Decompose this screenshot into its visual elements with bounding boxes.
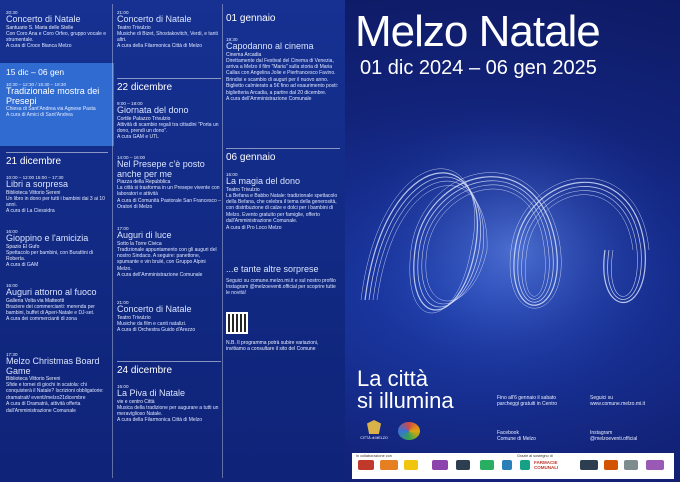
- event-desc: Musica della tradizione per augurare a tutti un meraviglioso Natale.: [117, 404, 219, 417]
- sponsor-logo: [358, 460, 374, 470]
- cover-tagline: [357, 368, 454, 412]
- sponsor-logo: [432, 460, 448, 470]
- city-logo: [360, 420, 388, 448]
- event-time: 21:00: [117, 300, 129, 305]
- event-org: A cura di La Clessidra: [6, 208, 55, 215]
- event-org: A cura di Amici di Sant'Andrea: [6, 112, 73, 118]
- event-magia-dono: [226, 172, 340, 231]
- sponsor-logo: [404, 460, 418, 470]
- event-gioppino: [6, 229, 108, 269]
- website-label: Seguici su: [590, 395, 614, 401]
- event-org: A cura di Pro Loco Melzo: [226, 224, 282, 231]
- program-column-3: [226, 0, 340, 482]
- event-board-game: [6, 352, 108, 414]
- date-heading-22dic: 22 dicembre: [117, 78, 221, 93]
- city-logo-text: CITTÀ di MELZO: [360, 436, 388, 440]
- event-presepe-vivente: [117, 155, 221, 211]
- date-heading-01gen: 01 gennaio: [226, 13, 276, 24]
- event-place: vie e centro Città: [117, 398, 155, 405]
- sponsor-logo: [624, 460, 638, 470]
- instagram-label: Instagram: [590, 430, 613, 436]
- date-heading-24dic: 24 dicembre: [117, 361, 221, 376]
- sponsor-logo: [646, 460, 664, 470]
- event-org: A cura della Filarmonica Città di Melzo: [117, 43, 203, 50]
- event-place: Cinema Arcadia: [226, 51, 262, 58]
- event-org: A cura di Dramatrà, attività offerta dall'Amministrazione Comunale: [6, 401, 81, 414]
- event-title: Concerto di Natale: [117, 14, 192, 24]
- event-place: Sotto la Torre Civica: [117, 240, 162, 247]
- event-desc: Tradizionale appuntamento con gli auguri del nostro Sindaco. A seguire: panettone, spumante e vin brulé, con Gruppo Alpini Melzo.: [117, 246, 217, 272]
- facebook-block[interactable]: [497, 430, 567, 442]
- event-piva-natale: [117, 384, 221, 424]
- event-libri-sorpresa: [6, 175, 108, 215]
- event-auguri-luce: [117, 226, 221, 279]
- event-desc: Sfide e tornei di giochi in scatola: chi conquisterà il Natale? Iscrizioni obbligatorie: dramatrait/ eventi/melzo21dicembre: [6, 382, 104, 401]
- parking-info: Fino all'6 gennaio il sabato parcheggi gratuiti in Centro: [497, 395, 558, 407]
- event-org: A cura dell'Amministrazione Comunale: [117, 272, 203, 279]
- event-org: A cura dell'Amministrazione Comunale: [226, 95, 312, 102]
- facebook-label: Facebook: [497, 430, 519, 436]
- event-place: Chiesa di Sant'Andrea via Agnese Pasta: [6, 106, 96, 112]
- event-time: 10:30 – 12:30 / 15:30 – 18:30: [6, 82, 67, 87]
- event-desc: Con Coro Ana e Coro Orfeo, gruppo vocale e strumentale.: [6, 30, 107, 43]
- sponsor-logo: [520, 460, 530, 470]
- event-title: Giornata del dono: [117, 105, 189, 115]
- event-place: Teatro Trivulzio: [117, 314, 151, 321]
- event-auguri-fuoco: [6, 283, 108, 323]
- event-giornata-dono: [117, 101, 221, 141]
- event-org: A cura di Orchestra Guido d'Arezzo: [117, 326, 196, 333]
- sponsor-strip: [352, 453, 674, 479]
- tagline-line-2: si illumina: [357, 388, 454, 413]
- event-org: A cura di Croce Bianca Melzo: [6, 43, 72, 50]
- event-time: 20:30: [6, 10, 18, 15]
- event-mostra-presepi: [0, 63, 114, 146]
- event-org: A cura della Filarmonica Città di Melzo: [117, 417, 203, 424]
- event-title: Concerto di Natale: [6, 14, 81, 24]
- event-title: Libri a sorpresa: [6, 179, 69, 189]
- sponsor-logo: [604, 460, 618, 470]
- event-place: Galleria Volta via Matteotti: [6, 297, 65, 304]
- date-range-heading: 15 dic – 06 gen: [6, 67, 65, 77]
- sponsor-logo: [502, 460, 512, 470]
- column-divider: [222, 4, 223, 478]
- event-title: Tradizionale mostra dei Presepi: [6, 86, 100, 106]
- event-title: La Piva di Natale: [117, 388, 186, 398]
- coat-of-arms-icon: [367, 420, 381, 434]
- event-time: 19:30: [226, 37, 238, 42]
- event-title: Concerto di Natale: [117, 304, 192, 314]
- event-title: Auguri attorno al fuoco: [6, 287, 97, 297]
- sponsor-logo: [380, 460, 398, 470]
- event-desc: La Befana e Babbo Natale: tradizionale spettacolo della Befana, che celebra il tema della generosità, con distribuzione di calze e dolci per i bambini di Melzo. Evento gratuito per famiglie, offerto dall'Amministrazione Comunale.: [226, 192, 338, 225]
- more-surprises: [226, 265, 340, 297]
- logos-caption-collab: In collaborazione con: [356, 454, 392, 458]
- event-logo: [398, 422, 420, 440]
- website-link[interactable]: www.comune.melzo.mi.it: [590, 401, 646, 407]
- event-place: Biblioteca Vittorio Sereni: [6, 189, 61, 196]
- event-time: 14:00 – 16:00: [117, 155, 146, 160]
- more-title: ...e tante altre sorprese: [226, 264, 319, 274]
- event-time: 10:00 – 12:00 15:00 – 17:30: [6, 175, 64, 180]
- event-title: Nel Presepe c'è posto anche per me: [117, 159, 205, 179]
- instagram-block[interactable]: [590, 430, 675, 442]
- logos-caption-support: Grazie al sostegno di: [517, 454, 553, 458]
- sponsor-logo: [456, 460, 470, 470]
- event-desc: La città si trasforma in un Presepe vivente con laboratori e attività: [117, 185, 220, 198]
- event-concerto-orchestra: [117, 300, 221, 333]
- event-desc: Musiche di Bizet, Shostakovitch, Verdi, e tanti altri.: [117, 30, 218, 43]
- event-place: Spazio El Gufo: [6, 243, 40, 250]
- event-desc: Spettacolo per bambini, con Burattini di Roberta.: [6, 249, 93, 262]
- event-desc: Un libro in dono per tutti i bambini dai 3 ai 10 anni.: [6, 195, 105, 208]
- more-desc[interactable]: Seguici su comune.melzo.mi.it e sul nostro profilo Instagram @melzoeventi.official per scoprire tutte le novità!: [226, 277, 336, 297]
- sponsor-logo: [480, 460, 494, 470]
- pharmacy-logo: FARMACIE COMUNALI: [534, 460, 559, 470]
- event-org: A cura di GAM: [6, 262, 39, 269]
- website-block[interactable]: [590, 395, 675, 407]
- date-heading-06gen: 06 gennaio: [226, 148, 340, 163]
- event-title: Melzo Christmas Board Game: [6, 356, 100, 376]
- event-place: Cortile Palazzo Trivulzio: [117, 115, 171, 122]
- sponsor-logo: [580, 460, 598, 470]
- program-note: N.B. Il programma potrà subire variazioni, invitiamo a consultare il sito del Comune: [226, 340, 319, 352]
- event-org: A cura dei commercianti di zona: [6, 316, 77, 323]
- event-concerto-filarmonica: [117, 10, 221, 50]
- cover-title: Melzo Natale: [355, 7, 600, 56]
- event-time: 9:00 – 18:00: [117, 101, 143, 106]
- event-desc: Attività di scambio regali tra cittadini "Porta un dono, prendi un dono".: [117, 121, 219, 134]
- qr-code[interactable]: [226, 312, 248, 334]
- program-column-2: [117, 0, 221, 482]
- cover-dates: 01 dic 2024 – 06 gen 2025: [360, 57, 597, 79]
- event-time: 21:00: [117, 10, 129, 15]
- event-time: 17:30: [6, 352, 18, 357]
- event-desc: Direttamente dal Festival del Cinema di Venezia, arriva a Melzo il film "Maria" sulla storia di Maria Callas con Angelina Jolie e Pierfrancesco Favino. Brindisi e scambio di auguri per il nuovo anno. Biglietto calmierato a 5€ fino ad esaurimento posti: biglietteria Arcadia, a partire dal 20 dicembre.: [226, 57, 339, 96]
- column-divider: [112, 4, 113, 478]
- event-concerto-stelle: [6, 10, 108, 50]
- instagram-handle[interactable]: @melzoeventi.official: [590, 436, 638, 442]
- event-time: 15:00: [117, 384, 129, 389]
- event-org: A cura GAM e UTL: [117, 134, 159, 141]
- program-column-1: [6, 0, 108, 482]
- event-place: Santuario S. Maria delle Stelle: [6, 24, 74, 31]
- event-desc: Musiche da film e canti natalizi.: [117, 320, 187, 327]
- event-title: Gioppino e l'amicizia: [6, 233, 89, 243]
- event-time: 17:00: [117, 226, 129, 231]
- event-time: 16:00: [6, 283, 18, 288]
- date-heading-21dic: 21 dicembre: [6, 152, 108, 167]
- event-place: Biblioteca Vittorio Sereni: [6, 376, 61, 382]
- event-title: Auguri di luce: [117, 230, 172, 240]
- event-time: 16:00: [226, 172, 238, 177]
- event-place: Piazza della Repubblica: [117, 179, 171, 185]
- tagline-line-1: La città: [357, 366, 428, 391]
- facebook-handle[interactable]: Comune di Melzo: [497, 436, 536, 442]
- event-capodanno-cinema: [226, 37, 340, 102]
- event-place: Teatro Trivulzio: [117, 24, 151, 31]
- event-title: La magia del dono: [226, 176, 301, 186]
- event-time: 16:00: [6, 229, 18, 234]
- event-place: Teatro Trivulzio: [226, 186, 260, 193]
- event-title: Capodanno al cinema: [226, 41, 314, 51]
- event-org: A cura di Comunità Pastorale San Francesco – Oratori di Melzo: [117, 197, 221, 211]
- event-desc: Braciere dei commercianti: merenda per bambini, buffet di Aperi-Natale e DJ-set.: [6, 303, 95, 316]
